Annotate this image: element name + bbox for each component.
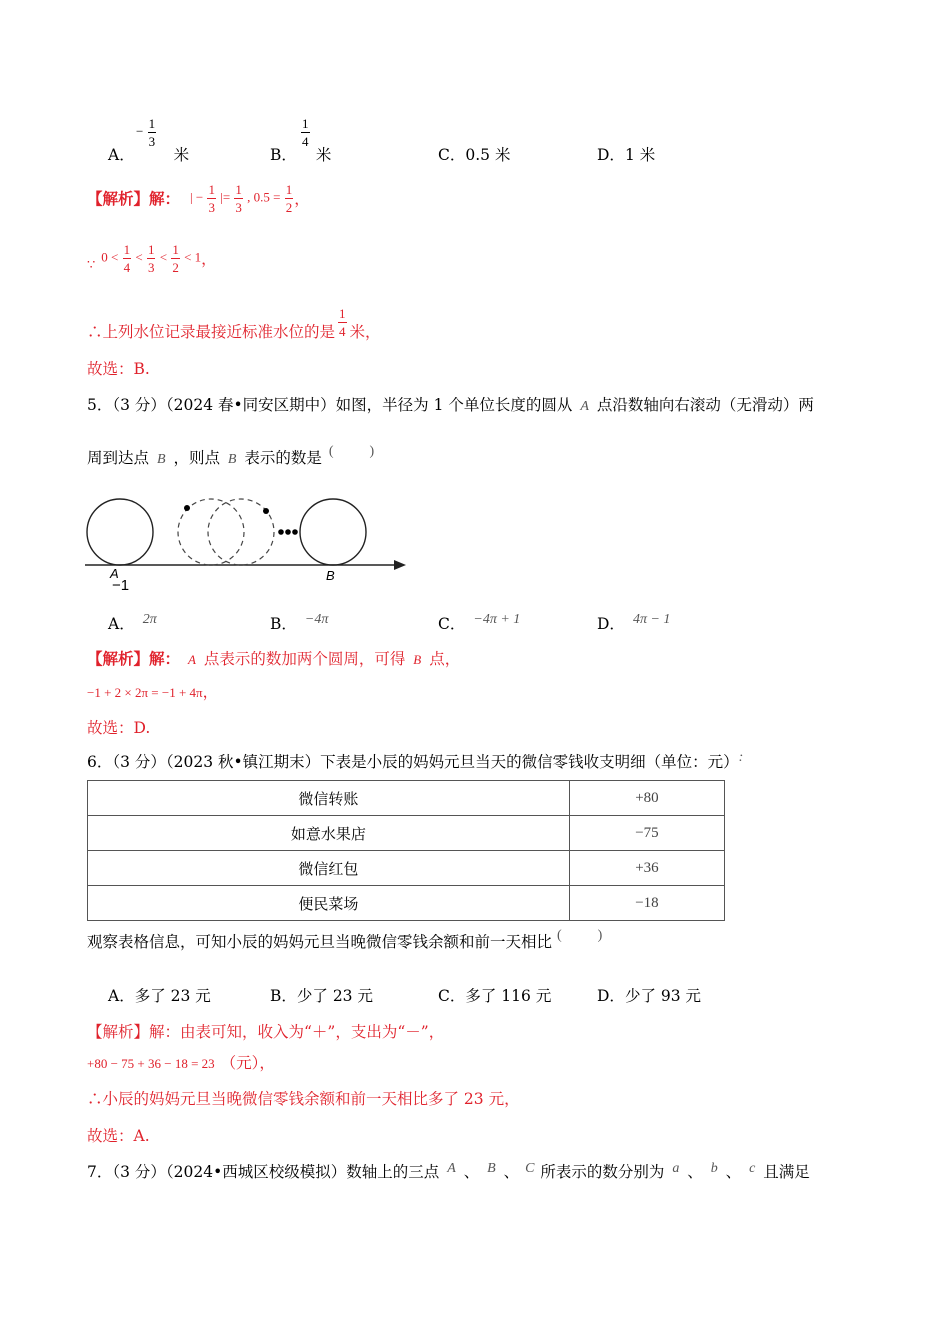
table-cell-amount: +80 [569,781,724,816]
table-row [88,816,725,851]
minus-sign: − [136,123,144,139]
q5-option-a[interactable]: A． 2π [108,612,157,633]
q5-stem-line2: 周到达点 B ，则点 B 表示的数是 ( ) [87,444,375,467]
ellipsis-dot [285,529,291,535]
table-row [88,781,725,816]
dot-marker [263,508,269,514]
because-symbol: ∵ [87,257,96,273]
q6-stem: 6．（3 分）（2023 秋•镇江期末）下表是小辰的妈妈元旦当天的微信零钱收支明细（单位：元）: [87,750,744,771]
q6-option-a[interactable]: A．多了 23 元 [108,987,211,1005]
q4-analysis-line2: ∵ 0 < $\frac{1}{4}$ < $\frac{1}{3}$ < $\frac{1}{2}$ < 1 ， [87,241,217,275]
q4-analysis-line1: 【解析】解： | − $\frac{1}{3}$ |= $\frac{1}{3}$ , 0.5 = $\frac{1}{2}$ ， [87,181,310,215]
q6-question: 观察表格信息，可知小辰的妈妈元旦当晚微信零钱余额和前一天相比 ( ) [87,928,603,951]
table-row [88,851,725,886]
table-cell-amount: +36 [569,851,724,886]
table-cell-amount: −18 [569,886,724,921]
q6-option-b[interactable]: B．少了 23 元 [270,987,373,1005]
table-cell-item: 便民菜场 [88,886,570,921]
q6-conclusion: ∴小辰的妈妈元旦当晚微信零钱余额和前一天相比多了 23 元， [87,1090,520,1108]
start-circle [87,499,153,565]
q6-answer: 故选：A. [87,1127,150,1145]
dot-marker [184,505,190,511]
answer-blank[interactable]: ( ) [556,928,603,943]
axis-arrow-icon [394,560,406,570]
q4-analysis-line3: ∴上列水位记录最接近标准水位的是 $\frac{1}{4}$ 米， [87,306,381,341]
ellipsis-dot [292,529,298,535]
answer-blank[interactable]: ( ) [328,444,375,459]
abs-value-expression: | − $\frac{1}{3}$ |= $\frac{1}{3}$ , 0.5 = $\frac{1}{2}$ [190,181,293,215]
table-cell-item: 如意水果店 [88,816,570,851]
q5-analysis-line1: 【解析】解： A 点表示的数加两个圆周，可得 B 点， [87,649,461,668]
q5-option-c[interactable]: C． −4π + 1 [438,612,521,633]
q4-answer: 故选：B. [87,360,150,378]
wechat-ledger-table [87,780,725,921]
end-circle [300,499,366,565]
q4-option-a[interactable]: A． − $\frac{1}{3}$ 米 [108,116,190,164]
q4-option-c[interactable]: C．0.5 米 [438,146,511,164]
table-cell-item: 微信红包 [88,851,570,886]
rolling-circle-figure [80,490,420,600]
inequality-expression: 0 < $\frac{1}{4}$ < $\frac{1}{3}$ < $\frac{1}{2}$ < 1 [101,241,202,275]
q4-option-b[interactable]: B． $\frac{1}{4}$ 米 [270,116,332,164]
q5-stem-line1: 5．（3 分）（2024 春•同安区期中）如图，半径为 1 个单位长度的圆从 A 点沿数轴向右滚动（无滑动）两 [87,396,814,414]
q7-stem: 7．（3 分）（2024•西城区校级模拟）数轴上的三点 A 、 B 、 C 所表示的数分别为 a 、 b 、 c 且满足 [87,1161,810,1181]
q6-analysis-calc: +80 − 75 + 36 − 18 = 23 （元）， [87,1054,275,1072]
fraction: $\frac{1}{4}$ [302,116,309,149]
table-cell-item: 微信转账 [88,781,570,816]
point-a-label: A [110,566,119,581]
table-row [88,886,725,921]
point-b-label: B [326,568,335,583]
fraction: $\frac{1}{3}$ [148,116,156,149]
q5-analysis-calc: −1 + 2 × 2π = −1 + 4π， [87,683,219,701]
q4-option-d[interactable]: D．1 米 [597,146,656,164]
q6-option-d[interactable]: D．少了 93 元 [597,987,702,1005]
q5-option-d[interactable]: D． 4π − 1 [597,612,671,633]
table-cell-amount: −75 [569,816,724,851]
q6-option-c[interactable]: C．多了 116 元 [438,987,552,1005]
q6-analysis: 【解析】解：由表可知，收入为“＋”，支出为“－”， [87,1023,445,1041]
ellipsis-dot [278,529,284,535]
minus-one-label: −1 [112,577,130,594]
q5-option-b[interactable]: B． −4π [270,612,329,633]
q5-answer: 故选：D. [87,719,151,737]
